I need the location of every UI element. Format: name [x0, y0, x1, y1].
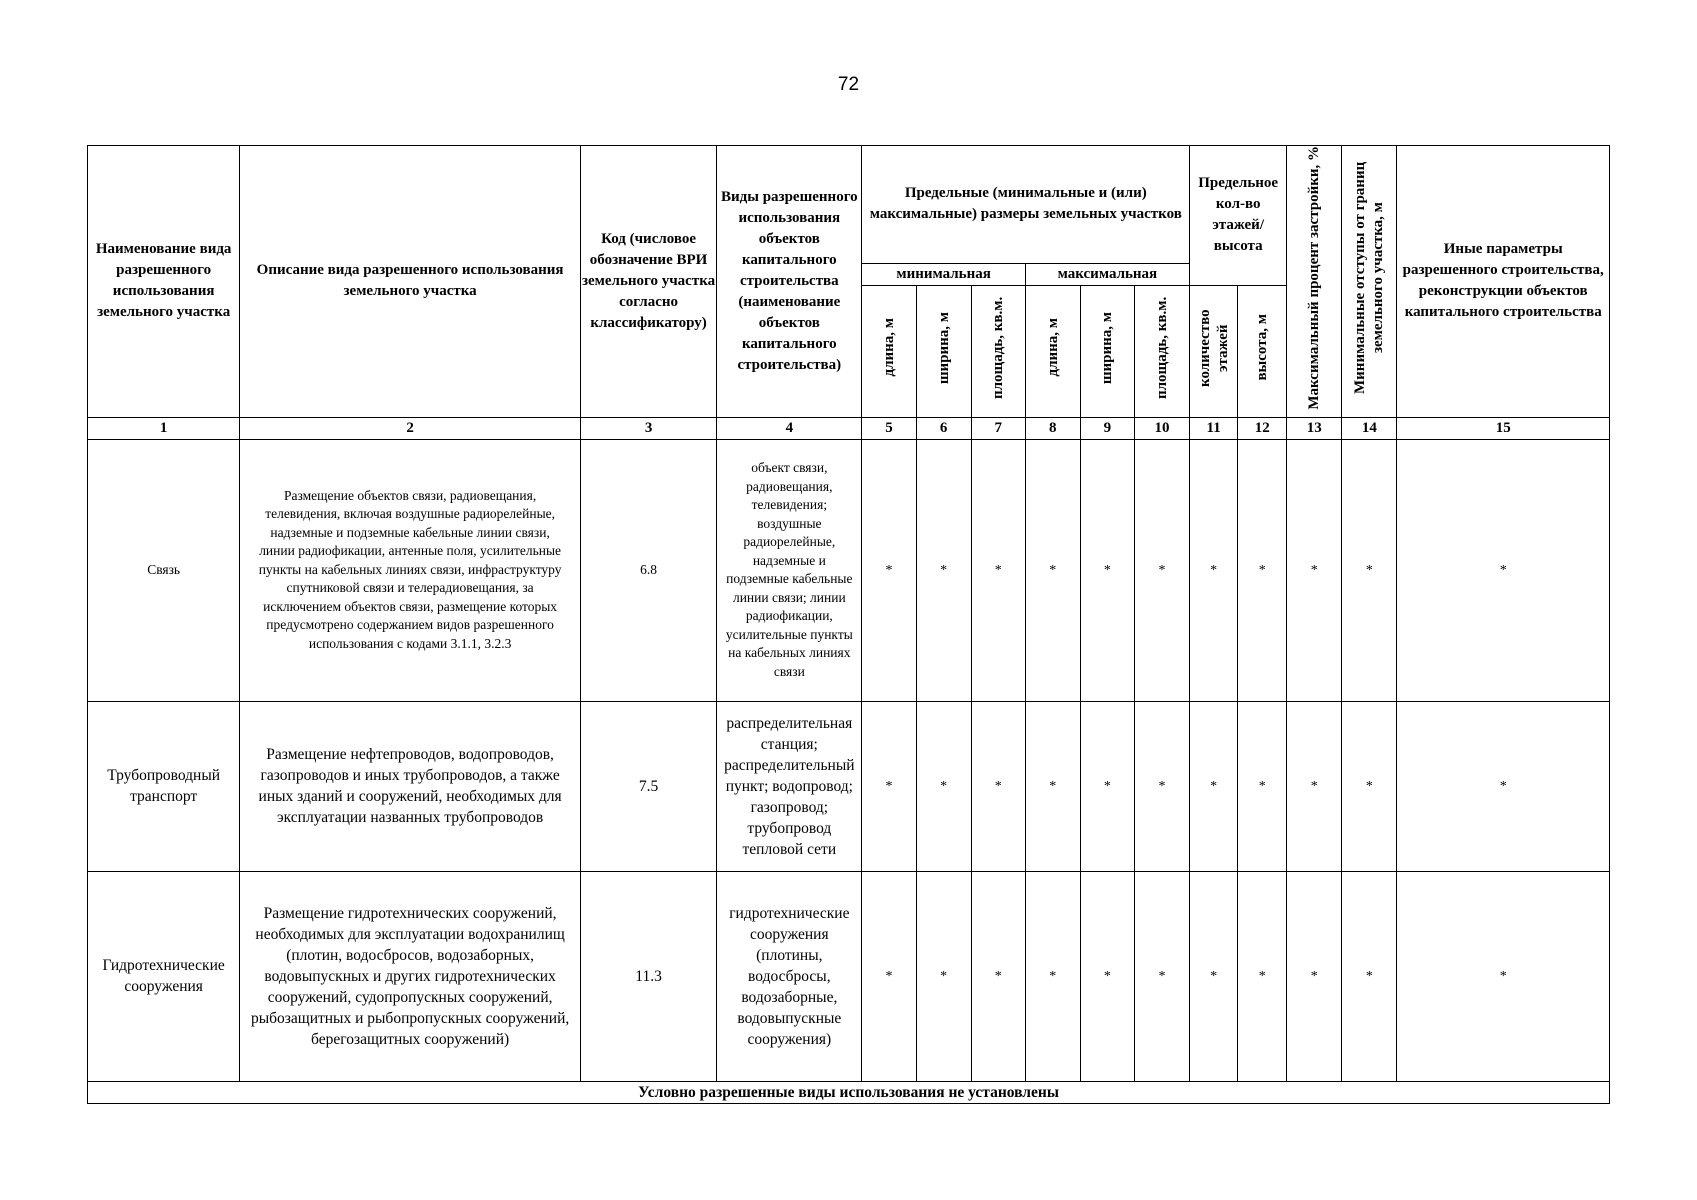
header-max-length: длина, м	[1025, 285, 1080, 417]
param-cell: *	[1342, 439, 1397, 701]
use-name: Связь	[88, 439, 240, 701]
column-number: 3	[580, 417, 716, 439]
param-cell: *	[916, 439, 971, 701]
header-minimum: минимальная	[862, 263, 1025, 285]
header-max-width: ширина, м	[1080, 285, 1134, 417]
column-number: 13	[1287, 417, 1342, 439]
column-number: 10	[1134, 417, 1189, 439]
use-description: Размещение объектов связи, радиовещания, телевидения, включая воздушные радиорелейные, надземные и подземные кабельные линии связи, линии радиофикации, антенные поля, усилительные пункты на кабельных линиях связи, инфраструктуру спутниковой связи и телерадиовещания, за исключением объектов связи, размещение которых предусмотрено содержанием видов разрешенного использования с кодами 3.1.1, 3.2.3	[240, 439, 581, 701]
header-plot-size-limits: Предельные (минимальные и (или) максимальные) размеры земельных участков	[862, 146, 1190, 264]
param-cell: *	[1025, 701, 1080, 871]
param-cell: *	[916, 871, 971, 1081]
use-description: Размещение гидротехнических сооружений, необходимых для эксплуатации водохранилищ (плотин, водосбросов, водозаборных, водовыпускных и других гидротехнических сооружений, судопропускных сооружений, рыбозащитных и рыбопропускных сооружений, берегозащитных сооружений)	[240, 871, 581, 1081]
column-number: 6	[916, 417, 971, 439]
param-cell: *	[1134, 701, 1189, 871]
table-row	[88, 871, 1610, 1081]
param-cell: *	[1397, 701, 1610, 871]
table-row	[88, 701, 1610, 871]
param-cell: *	[1080, 871, 1134, 1081]
object-types: распределительная станция; распределительный пункт; водопровод; газопровод; трубопровод тепловой сети	[717, 701, 862, 871]
use-name: Гидротехнические сооружения	[88, 871, 240, 1081]
param-cell: *	[1397, 439, 1610, 701]
conditional-uses-note: Условно разрешенные виды использования не установлены	[88, 1081, 1610, 1103]
param-cell: *	[1342, 701, 1397, 871]
header-maximum: максимальная	[1025, 263, 1189, 285]
param-cell: *	[1287, 701, 1342, 871]
use-description: Размещение нефтепроводов, водопроводов, газопроводов и иных трубопроводов, а также иных зданий и сооружений, необходимых для эксплуатации названных трубопроводов	[240, 701, 581, 871]
column-number: 12	[1238, 417, 1287, 439]
header-description: Описание вида разрешенного использования земельного участка	[240, 146, 581, 418]
param-cell: *	[916, 701, 971, 871]
header-height: высота, м	[1238, 285, 1287, 417]
use-code: 6.8	[580, 439, 716, 701]
column-number: 7	[971, 417, 1025, 439]
column-number: 4	[717, 417, 862, 439]
column-number: 8	[1025, 417, 1080, 439]
header-max-building-percent: Максимальный процент застройки, %	[1287, 146, 1342, 418]
header-code: Код (числовое обозначение ВРИ земельного участка согласно классификатору)	[580, 146, 716, 418]
param-cell: *	[971, 439, 1025, 701]
param-cell: *	[971, 701, 1025, 871]
header-object-types: Виды разрешенного использования объектов капитального строительства (наименование объектов капитального строительства)	[717, 146, 862, 418]
param-cell: *	[1080, 701, 1134, 871]
column-number: 11	[1190, 417, 1238, 439]
param-cell: *	[1134, 439, 1189, 701]
object-types: гидротехнические сооружения (плотины, водосбросы, водозаборные, водовыпускные сооружения)	[717, 871, 862, 1081]
object-types: объект связи, радиовещания, телевидения; воздушные радиорелейные, надземные и подземные кабельные линии связи; линии радиофикации, усилительные пункты на кабельных линиях связи	[717, 439, 862, 701]
column-number: 2	[240, 417, 581, 439]
header-other-params: Иные параметры разрешенного строительства, реконструкции объектов капитального строительства	[1397, 146, 1610, 418]
param-cell: *	[1190, 439, 1238, 701]
column-number: 9	[1080, 417, 1134, 439]
use-code: 7.5	[580, 701, 716, 871]
param-cell: *	[1238, 701, 1287, 871]
header-min-setbacks: Минимальные отступы от границ земельного участка, м	[1342, 146, 1397, 418]
header-floor-limits: Предельное кол-во этажей/ высота	[1190, 146, 1287, 286]
param-cell: *	[1342, 871, 1397, 1081]
header-min-area: площадь, кв.м.	[971, 285, 1025, 417]
header-min-length: длина, м	[862, 285, 916, 417]
param-cell: *	[1190, 701, 1238, 871]
table-row	[88, 439, 1610, 701]
param-cell: *	[1080, 439, 1134, 701]
param-cell: *	[1134, 871, 1189, 1081]
param-cell: *	[862, 871, 916, 1081]
column-number: 14	[1342, 417, 1397, 439]
param-cell: *	[1287, 871, 1342, 1081]
page-number: 72	[837, 74, 860, 95]
param-cell: *	[1025, 439, 1080, 701]
column-number: 15	[1397, 417, 1610, 439]
use-code: 11.3	[580, 871, 716, 1081]
param-cell: *	[1238, 871, 1287, 1081]
param-cell: *	[971, 871, 1025, 1081]
param-cell: *	[1025, 871, 1080, 1081]
header-floor-count: количество этажей	[1190, 285, 1238, 417]
header-name: Наименование вида разрешенного использования земельного участка	[88, 146, 240, 418]
use-name: Трубопроводный транспорт	[88, 701, 240, 871]
column-number: 5	[862, 417, 916, 439]
param-cell: *	[1238, 439, 1287, 701]
param-cell: *	[862, 439, 916, 701]
param-cell: *	[1287, 439, 1342, 701]
param-cell: *	[1190, 871, 1238, 1081]
header-min-width: ширина, м	[916, 285, 971, 417]
param-cell: *	[862, 701, 916, 871]
column-number: 1	[88, 417, 240, 439]
param-cell: *	[1397, 871, 1610, 1081]
land-use-regulations-table	[87, 145, 1610, 1104]
header-max-area: площадь, кв.м.	[1134, 285, 1189, 417]
